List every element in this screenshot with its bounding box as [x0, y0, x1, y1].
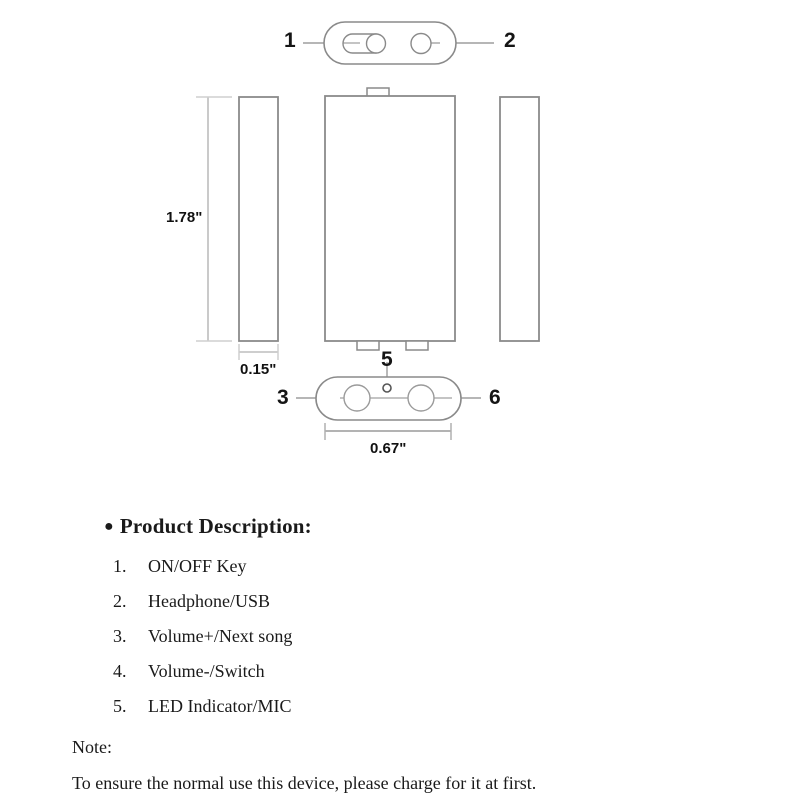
- list-item-text: Volume-/Switch: [148, 661, 265, 681]
- list-item: [0, 661, 800, 696]
- dimension-label-depth: 0.15": [240, 361, 277, 378]
- callout-number-6: 6: [489, 386, 501, 409]
- dimension-label-width: 0.67": [370, 440, 407, 457]
- list-item-number: 2.: [113, 591, 127, 611]
- top-view: [303, 22, 494, 64]
- bullet-icon: ●: [104, 518, 114, 535]
- list-item-text: Headphone/USB: [148, 591, 270, 611]
- list-item-text: Volume+/Next song: [148, 626, 293, 646]
- callout-number-1: 1: [284, 29, 296, 52]
- list-item-number: 4.: [113, 661, 127, 681]
- callout-number-5: 5: [381, 348, 393, 371]
- note-label: Note:: [72, 737, 112, 757]
- product-description-list: [0, 556, 800, 731]
- dimension-label-height: 1.78": [166, 209, 203, 226]
- front-view: [325, 88, 455, 350]
- callout-number-3: 3: [277, 386, 289, 409]
- depth-dimension: [239, 344, 278, 360]
- list-item-number: 3.: [113, 626, 127, 646]
- front-view-bottom-tab-right: [406, 341, 428, 350]
- right-side-view: [500, 97, 539, 341]
- volume-down-button: [408, 385, 434, 411]
- volume-up-button: [344, 385, 370, 411]
- list-item-text: ON/OFF Key: [148, 556, 247, 576]
- left-side-view-outline: [239, 97, 278, 341]
- list-item-number: 1.: [113, 556, 127, 576]
- led-indicator-mic: [383, 384, 391, 392]
- list-item: [0, 556, 800, 591]
- list-item: [0, 696, 800, 731]
- width-dimension: [325, 423, 451, 440]
- headphone-usb-port: [411, 34, 431, 54]
- list-item: [0, 591, 800, 626]
- front-view-outline: [325, 96, 455, 341]
- left-side-view: [239, 97, 278, 341]
- product-description-heading: [104, 514, 312, 539]
- right-side-view-outline: [500, 97, 539, 341]
- callout-number-2: 2: [504, 29, 516, 52]
- product-description-heading-text: Product Description:: [119, 514, 312, 538]
- front-view-bottom-tab-left: [357, 341, 379, 350]
- list-item-number: 5.: [113, 696, 127, 716]
- power-switch-knob: [367, 34, 386, 53]
- note-text: To ensure the normal use this device, please charge for it at first.: [72, 773, 537, 793]
- list-item: [0, 626, 800, 661]
- list-item-text: LED Indicator/MIC: [148, 696, 292, 716]
